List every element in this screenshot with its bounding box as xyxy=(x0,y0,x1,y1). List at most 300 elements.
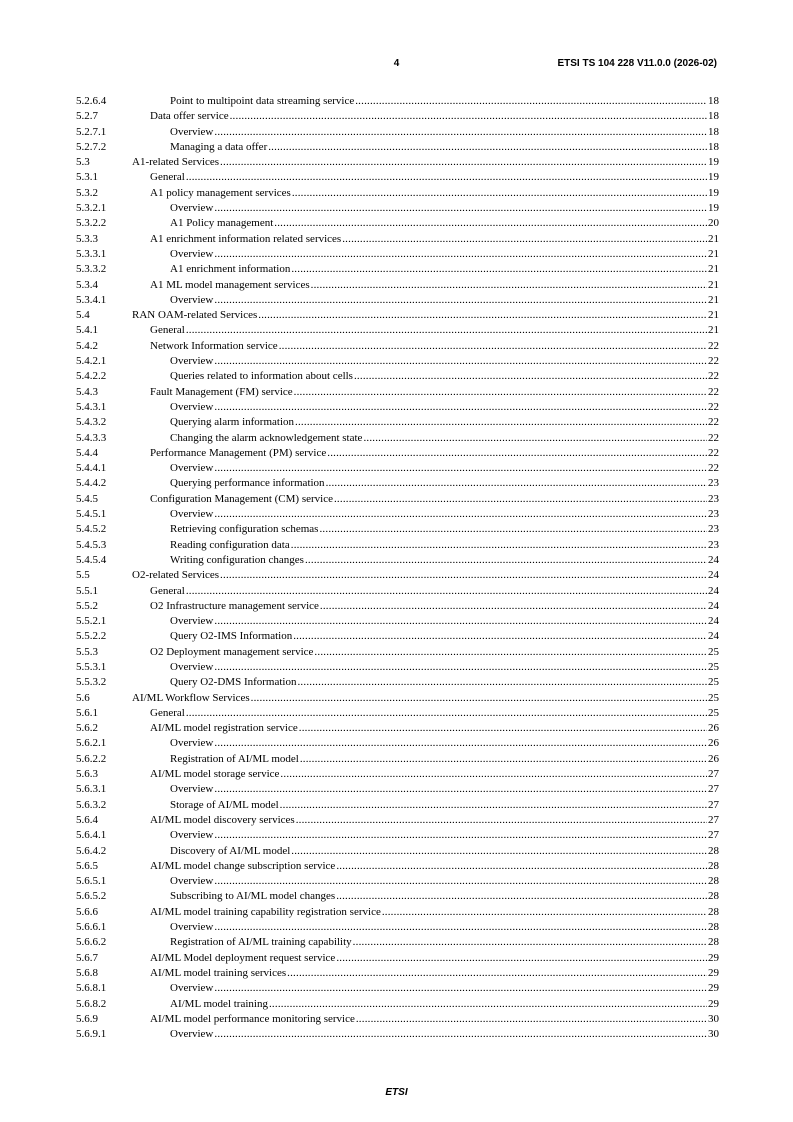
toc-entry[interactable] xyxy=(76,553,719,568)
toc-entry-title: Discovery of AI/ML model xyxy=(170,844,291,857)
toc-entry-line xyxy=(170,935,719,950)
toc-entry-number: 5.4.5.3 xyxy=(76,538,107,551)
toc-entry-line xyxy=(170,201,719,216)
toc-entry-line xyxy=(150,584,719,599)
toc-entry-page: 24 xyxy=(708,599,719,612)
toc-entry[interactable] xyxy=(76,431,719,446)
toc-dot-leader xyxy=(214,920,707,935)
toc-entry-number: 5.2.7.1 xyxy=(76,125,107,138)
toc-dot-leader xyxy=(230,109,707,124)
toc-entry-title: Querying alarm information xyxy=(170,416,295,429)
toc-entry-number: 5.2.7.2 xyxy=(76,140,107,153)
toc-entry[interactable] xyxy=(76,568,719,583)
toc-entry[interactable] xyxy=(76,339,719,354)
toc-entry[interactable] xyxy=(76,828,719,843)
toc-entry-page: 22 xyxy=(708,431,719,444)
toc-dot-leader xyxy=(295,415,707,430)
toc-entry-line xyxy=(150,492,719,507)
toc-entry-line xyxy=(150,1012,719,1027)
toc-entry-title: General xyxy=(150,584,185,597)
toc-entry-title: Writing configuration changes xyxy=(170,553,304,566)
toc-entry-line xyxy=(150,859,719,874)
toc-entry[interactable] xyxy=(76,170,719,185)
toc-dot-leader xyxy=(214,125,707,140)
toc-dot-leader xyxy=(214,981,707,996)
toc-entry-page: 25 xyxy=(708,691,719,704)
toc-entry-title: A1 policy management services xyxy=(150,186,291,199)
toc-entry-page: 29 xyxy=(708,951,719,964)
toc-dot-leader xyxy=(355,94,707,109)
toc-dot-leader xyxy=(336,859,707,874)
toc-entry-line xyxy=(170,293,719,308)
toc-entry[interactable] xyxy=(76,905,719,920)
toc-entry-page: 25 xyxy=(708,676,719,689)
toc-dot-leader xyxy=(214,507,707,522)
toc-entry[interactable] xyxy=(76,293,719,308)
toc-entry-page: 22 xyxy=(708,355,719,368)
toc-entry-line xyxy=(170,354,719,369)
toc-entry[interactable] xyxy=(76,109,719,124)
toc-entry[interactable] xyxy=(76,323,719,338)
toc-entry-line xyxy=(170,140,719,155)
toc-dot-leader xyxy=(296,813,707,828)
toc-dot-leader xyxy=(356,1012,707,1027)
toc-entry-title: AI/ML model change subscription service xyxy=(150,859,336,872)
toc-dot-leader xyxy=(291,262,707,277)
toc-entry-number: 5.3.2 xyxy=(76,186,98,199)
toc-entry[interactable] xyxy=(76,262,719,277)
toc-entry-page: 21 xyxy=(708,309,719,322)
toc-entry[interactable] xyxy=(76,691,719,706)
toc-dot-leader xyxy=(274,216,707,231)
toc-entry-line xyxy=(170,889,719,904)
toc-entry-line xyxy=(170,614,719,629)
toc-entry[interactable] xyxy=(76,645,719,660)
toc-entry-number: 5.4.3.1 xyxy=(76,400,107,413)
toc-entry[interactable] xyxy=(76,599,719,614)
toc-entry-line xyxy=(170,874,719,889)
toc-entry-number: 5.6.9.1 xyxy=(76,1028,107,1041)
toc-entry-page: 18 xyxy=(708,110,719,123)
toc-entry-page: 28 xyxy=(708,905,719,918)
toc-entry-line xyxy=(170,752,719,767)
page-number: 4 xyxy=(393,58,400,69)
toc-entry[interactable] xyxy=(76,308,719,323)
toc-entry-page: 21 xyxy=(708,247,719,260)
toc-entry-line xyxy=(150,645,719,660)
toc-entry-title: Network Information service xyxy=(150,339,278,352)
toc-entry-number: 5.6.4.1 xyxy=(76,829,107,842)
toc-entry-title: Reading configuration data xyxy=(170,538,290,551)
toc-entry-page: 22 xyxy=(708,446,719,459)
toc-entry-page: 24 xyxy=(708,553,719,566)
toc-entry-page: 21 xyxy=(708,324,719,337)
toc-entry[interactable] xyxy=(76,752,719,767)
toc-entry[interactable] xyxy=(76,369,719,384)
toc-entry[interactable] xyxy=(76,94,719,109)
toc-entry[interactable] xyxy=(76,201,719,216)
toc-entry[interactable] xyxy=(76,278,719,293)
toc-dot-leader xyxy=(300,752,707,767)
toc-entry-number: 5.4.2 xyxy=(76,339,98,352)
toc-entry-page: 27 xyxy=(708,768,719,781)
toc-dot-leader xyxy=(363,431,707,446)
toc-entry-line xyxy=(170,216,719,231)
toc-entry-line xyxy=(170,247,719,262)
toc-entry-title: Overview xyxy=(170,355,214,368)
toc-entry-number: 5.5.1 xyxy=(76,584,98,597)
toc-entry-page: 25 xyxy=(708,660,719,673)
toc-entry-line xyxy=(150,813,719,828)
toc-entry[interactable] xyxy=(76,385,719,400)
toc-entry-number: 5.6 xyxy=(76,691,90,704)
toc-entry-number: 5.5.2.2 xyxy=(76,630,107,643)
toc-entry-line xyxy=(170,660,719,675)
toc-entry-title: Overview xyxy=(170,829,214,842)
toc-entry-number: 5.3.4 xyxy=(76,278,98,291)
footer-publisher: ETSI xyxy=(385,1087,408,1098)
toc-entry-line xyxy=(150,323,719,338)
toc-entry[interactable] xyxy=(76,629,719,644)
toc-entry-title: Overview xyxy=(170,875,214,888)
toc-entry-number: 5.5.2.1 xyxy=(76,615,107,628)
toc-entry-title: AI/ML model discovery services xyxy=(150,813,295,826)
toc-entry-page: 18 xyxy=(708,95,719,107)
toc-entry-number: 5.6.6.1 xyxy=(76,921,107,934)
toc-entry-page: 30 xyxy=(708,1012,719,1025)
toc-entry-page: 28 xyxy=(708,890,719,903)
toc-entry[interactable] xyxy=(76,736,719,751)
toc-entry-title: Queries related to information about cells xyxy=(170,370,353,383)
toc-entry-title: General xyxy=(150,324,185,337)
toc-entry[interactable] xyxy=(76,767,719,782)
toc-entry-title: RAN OAM-related Services xyxy=(132,309,258,322)
toc-entry-number: 5.3.3.1 xyxy=(76,247,107,260)
toc-entry[interactable] xyxy=(76,660,719,675)
toc-entry-page: 25 xyxy=(708,645,719,658)
toc-dot-leader xyxy=(214,828,707,843)
toc-entry-title: Configuration Management (CM) service xyxy=(150,492,333,505)
toc-entry-title: A1 ML model management services xyxy=(150,278,310,291)
toc-entry-title: Retrieving configuration schemas xyxy=(170,523,319,536)
toc-entry[interactable] xyxy=(76,354,719,369)
document-identifier: ETSI TS 104 228 V11.0.0 (2026-02) xyxy=(557,58,717,69)
toc-entry[interactable] xyxy=(76,140,719,155)
toc-entry-title: Overview xyxy=(170,1028,214,1041)
toc-entry-number: 5.3.2.2 xyxy=(76,217,107,230)
toc-dot-leader xyxy=(214,461,707,476)
toc-entry-page: 18 xyxy=(708,125,719,138)
toc-entry-number: 5.6.5.1 xyxy=(76,875,107,888)
toc-entry-line xyxy=(170,1027,719,1042)
toc-entry-title: Overview xyxy=(170,508,214,521)
toc-entry-title: O2 Deployment management service xyxy=(150,645,314,658)
toc-entry-page: 23 xyxy=(708,477,719,490)
toc-dot-leader xyxy=(214,660,707,675)
toc-entry[interactable] xyxy=(76,492,719,507)
toc-entry-title: Overview xyxy=(170,293,214,306)
toc-entry[interactable] xyxy=(76,951,719,966)
toc-entry-line xyxy=(150,767,719,782)
toc-dot-leader xyxy=(186,706,707,721)
toc-entry-number: 5.3.2.1 xyxy=(76,202,107,215)
toc-entry[interactable] xyxy=(76,507,719,522)
toc-entry-line xyxy=(150,721,719,736)
toc-entry-page: 26 xyxy=(708,722,719,735)
toc-entry[interactable] xyxy=(76,935,719,950)
toc-entry[interactable] xyxy=(76,1027,719,1042)
toc-dot-leader xyxy=(251,691,707,706)
toc-entry[interactable] xyxy=(76,538,719,553)
toc-entry[interactable] xyxy=(76,614,719,629)
toc-entry-title: A1 enrichment information xyxy=(170,263,291,276)
toc-entry[interactable] xyxy=(76,920,719,935)
toc-entry[interactable] xyxy=(76,706,719,721)
toc-entry-page: 23 xyxy=(708,492,719,505)
toc-entry-line xyxy=(170,125,719,140)
toc-entry-title: AI/ML model performance monitoring service xyxy=(150,1012,355,1025)
toc-entry[interactable] xyxy=(76,232,719,247)
toc-entry-title: General xyxy=(150,171,185,184)
toc-entry-number: 5.5.2 xyxy=(76,599,98,612)
toc-entry-number: 5.6.7 xyxy=(76,951,98,964)
toc-entry-line xyxy=(150,905,719,920)
toc-entry-number: 5.4.2.1 xyxy=(76,355,107,368)
toc-entry-title: Overview xyxy=(170,400,214,413)
toc-entry-page: 26 xyxy=(708,752,719,765)
toc-entry-title: Overview xyxy=(170,921,214,934)
toc-entry-title: AI/ML model training xyxy=(170,997,268,1010)
toc-entry-page: 21 xyxy=(708,293,719,306)
toc-entry-title: Overview xyxy=(170,660,214,673)
toc-dot-leader xyxy=(354,369,707,384)
toc-entry-page: 29 xyxy=(708,966,719,979)
toc-entry-title: Changing the alarm acknowledgement state xyxy=(170,431,363,444)
toc-entry-page: 30 xyxy=(708,1028,719,1041)
toc-entry-page: 22 xyxy=(708,385,719,398)
toc-entry-number: 5.6.8 xyxy=(76,966,98,979)
toc-entry-line xyxy=(170,538,719,553)
toc-entry[interactable] xyxy=(76,247,719,262)
toc-dot-leader xyxy=(214,293,707,308)
toc-entry[interactable] xyxy=(76,216,719,231)
toc-entry-number: 5.5.3.1 xyxy=(76,660,107,673)
toc-entry-number: 5.6.9 xyxy=(76,1012,98,1025)
toc-entry-title: Overview xyxy=(170,737,214,750)
toc-entry[interactable] xyxy=(76,721,719,736)
toc-dot-leader xyxy=(214,782,707,797)
toc-entry-line xyxy=(132,308,719,323)
toc-entry-number: 5.2.7 xyxy=(76,110,98,123)
toc-entry-page: 27 xyxy=(708,783,719,796)
toc-entry-title: Overview xyxy=(170,462,214,475)
toc-dot-leader xyxy=(291,538,707,553)
toc-entry-page: 21 xyxy=(708,263,719,276)
toc-entry-number: 5.4.4.2 xyxy=(76,477,107,490)
toc-dot-leader xyxy=(268,140,707,155)
toc-entry-line xyxy=(132,568,719,583)
toc-entry-number: 5.3.4.1 xyxy=(76,293,107,306)
toc-entry-number: 5.6.8.2 xyxy=(76,997,107,1010)
toc-entry-number: 5.4.5.4 xyxy=(76,553,107,566)
toc-entry-line xyxy=(170,415,719,430)
toc-entry[interactable] xyxy=(76,859,719,874)
toc-dot-leader xyxy=(214,736,707,751)
toc-entry[interactable] xyxy=(76,874,719,889)
toc-entry-title: Data offer service xyxy=(150,110,229,123)
toc-entry-number: 5.6.6.2 xyxy=(76,936,107,949)
toc-entry-line xyxy=(150,232,719,247)
toc-entry[interactable] xyxy=(76,966,719,981)
toc-entry[interactable] xyxy=(76,844,719,859)
toc-entry[interactable] xyxy=(76,584,719,599)
toc-entry-number: 5.6.5 xyxy=(76,859,98,872)
toc-entry-page: 19 xyxy=(708,171,719,184)
toc-dot-leader xyxy=(299,721,707,736)
toc-entry-title: Overview xyxy=(170,125,214,138)
toc-entry-line xyxy=(170,522,719,537)
toc-entry[interactable] xyxy=(76,1012,719,1027)
toc-entry-number: 5.6.2 xyxy=(76,722,98,735)
toc-entry[interactable] xyxy=(76,522,719,537)
toc-entry-line xyxy=(170,400,719,415)
toc-entry-line xyxy=(150,339,719,354)
toc-entry-number: 5.4 xyxy=(76,309,90,322)
toc-entry-line xyxy=(170,629,719,644)
toc-entry-line xyxy=(170,798,719,813)
toc-entry-number: 5.2.6.4 xyxy=(76,95,107,107)
toc-entry-page: 21 xyxy=(708,232,719,245)
toc-dot-leader xyxy=(293,629,707,644)
toc-dot-leader xyxy=(287,966,707,981)
toc-entry-line xyxy=(170,736,719,751)
toc-entry-line xyxy=(170,997,719,1012)
toc-dot-leader xyxy=(214,874,707,889)
toc-entry-number: 5.4.4.1 xyxy=(76,462,107,475)
toc-entry-title: Fault Management (FM) service xyxy=(150,385,293,398)
toc-entry-line xyxy=(132,691,719,706)
toc-entry-line xyxy=(170,553,719,568)
toc-dot-leader xyxy=(311,278,707,293)
toc-entry-page: 24 xyxy=(708,615,719,628)
toc-entry-line xyxy=(170,262,719,277)
toc-entry[interactable] xyxy=(76,675,719,690)
toc-entry-number: 5.4.5.2 xyxy=(76,523,107,536)
toc-dot-leader xyxy=(258,308,707,323)
toc-entry-page: 27 xyxy=(708,813,719,826)
toc-entry-page: 19 xyxy=(708,202,719,215)
toc-entry-number: 5.6.4.2 xyxy=(76,844,107,857)
toc-entry-number: 5.6.3.2 xyxy=(76,798,107,811)
toc-dot-leader xyxy=(279,339,707,354)
toc-entry[interactable] xyxy=(76,155,719,170)
toc-entry-number: 5.4.4 xyxy=(76,446,98,459)
toc-entry-number: 5.5.3.2 xyxy=(76,676,107,689)
toc-dot-leader xyxy=(186,170,707,185)
toc-dot-leader xyxy=(319,522,707,537)
toc-dot-leader xyxy=(353,935,707,950)
toc-entry-page: 24 xyxy=(708,569,719,582)
toc-entry-page: 23 xyxy=(708,523,719,536)
toc-entry[interactable] xyxy=(76,446,719,461)
toc-entry-page: 22 xyxy=(708,462,719,475)
toc-entry-line xyxy=(150,446,719,461)
toc-entry[interactable] xyxy=(76,461,719,476)
toc-entry-number: 5.6.6 xyxy=(76,905,98,918)
toc-entry-title: AI/ML model training services xyxy=(150,966,287,979)
toc-entry-page: 27 xyxy=(708,829,719,842)
toc-entry-number: 5.6.3 xyxy=(76,768,98,781)
toc-dot-leader xyxy=(186,323,707,338)
toc-entry-line xyxy=(170,828,719,843)
toc-entry-line xyxy=(150,109,719,124)
toc-entry-title: Query O2-DMS Information xyxy=(170,676,297,689)
toc-entry-title: O2-related Services xyxy=(132,569,220,582)
toc-entry-number: 5.6.5.2 xyxy=(76,890,107,903)
toc-entry-number: 5.4.2.2 xyxy=(76,370,107,383)
toc-entry-page: 20 xyxy=(708,217,719,230)
toc-entry-title: Storage of AI/ML model xyxy=(170,798,279,811)
toc-entry-page: 18 xyxy=(708,140,719,153)
toc-entry[interactable] xyxy=(76,415,719,430)
toc-dot-leader xyxy=(305,553,707,568)
toc-entry[interactable] xyxy=(76,798,719,813)
toc-dot-leader xyxy=(292,186,707,201)
toc-entry-title: AI/ML Workflow Services xyxy=(132,691,250,704)
toc-entry-title: A1 Policy management xyxy=(170,217,274,230)
toc-entry[interactable] xyxy=(76,997,719,1012)
toc-entry-line xyxy=(150,599,719,614)
toc-entry-number: 5.4.5.1 xyxy=(76,508,107,521)
toc-entry-line xyxy=(150,951,719,966)
toc-entry[interactable] xyxy=(76,813,719,828)
toc-dot-leader xyxy=(214,400,707,415)
toc-entry-page: 22 xyxy=(708,339,719,352)
toc-entry[interactable] xyxy=(76,186,719,201)
toc-entry[interactable] xyxy=(76,476,719,491)
toc-entry-number: 5.3.3.2 xyxy=(76,263,107,276)
toc-entry-page: 19 xyxy=(708,156,719,169)
toc-dot-leader xyxy=(314,645,707,660)
toc-entry-page: 29 xyxy=(708,982,719,995)
toc-dot-leader xyxy=(280,798,707,813)
toc-dot-leader xyxy=(334,492,707,507)
toc-entry-page: 23 xyxy=(708,538,719,551)
toc-entry-title: Overview xyxy=(170,247,214,260)
toc-entry-page: 28 xyxy=(708,844,719,857)
toc-dot-leader xyxy=(269,997,707,1012)
toc-entry-title: Querying performance information xyxy=(170,477,325,490)
toc-entry-page: 27 xyxy=(708,798,719,811)
toc-entry[interactable] xyxy=(76,125,719,140)
toc-entry-number: 5.4.3.2 xyxy=(76,416,107,429)
toc-entry-number: 5.6.8.1 xyxy=(76,982,107,995)
toc-entry-line xyxy=(170,507,719,522)
toc-entry-number: 5.6.1 xyxy=(76,706,98,719)
toc-entry-line xyxy=(170,369,719,384)
toc-entry-page: 24 xyxy=(708,630,719,643)
toc-entry[interactable] xyxy=(76,400,719,415)
toc-entry-number: 5.6.4 xyxy=(76,813,98,826)
toc-entry-title: Managing a data offer xyxy=(170,140,268,153)
toc-dot-leader xyxy=(214,201,707,216)
toc-entry-number: 5.4.5 xyxy=(76,492,98,505)
toc-entry[interactable] xyxy=(76,782,719,797)
toc-entry-number: 5.3.3 xyxy=(76,232,98,245)
toc-entry[interactable] xyxy=(76,981,719,996)
toc-entry[interactable] xyxy=(76,889,719,904)
toc-entry-line xyxy=(170,476,719,491)
